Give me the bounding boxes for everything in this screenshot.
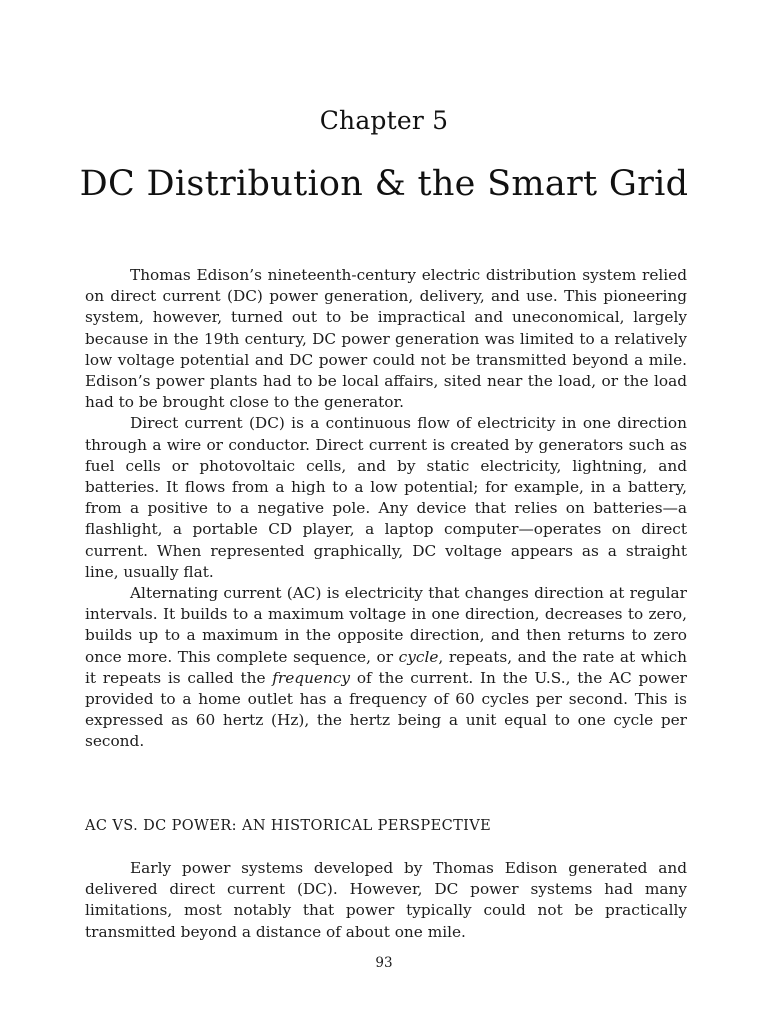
paragraph-alternating-current bbox=[85, 583, 687, 753]
paragraph-early-power-systems: Early power systems developed by Thomas Edison generated and delivered direct current (DC). However, DC power systems had many limitations, most notably that power typically could not be practically transmitted beyond a distance of about one mile. bbox=[85, 859, 687, 941]
ac-text-part-3: of the current. In the U.S., the AC power provided to a home outlet has a frequency of 60 cycles per second. This is expressed as 60 hertz (Hz), the hertz being a unit equal to one cycle per second. bbox=[85, 668, 687, 751]
page-number: 93 bbox=[375, 955, 393, 971]
section-text bbox=[85, 858, 687, 943]
chapter-title: DC Distribution & the Smart Grid bbox=[79, 164, 689, 204]
intro-text bbox=[85, 265, 687, 753]
term-frequency: frequency bbox=[272, 668, 351, 687]
paragraph-direct-current: Direct current (DC) is a continuous flow of electricity in one direction through a wire or conductor. Direct current is created by generators such as fuel cells or photovoltaic cells, and by static electricity, lightning, and batteries. It flows from a high to a low potential; for example, in a battery, from a positive to a negative pole. Any device that relies on batteries—a flashlight, a portable CD player, a laptop computer—operates on direct current. When represented graphically, DC voltage appears as a straight line, usually flat. bbox=[85, 414, 687, 581]
ac-text-part-1: Alternating current (AC) is electricity that changes direction at regular intervals. It builds to a maximum voltage in one direction, decreases to zero, builds up to a maximum in the opposite direction, and then returns to zero once more. This complete sequence, or bbox=[85, 584, 687, 666]
ac-text-part-2: , repeats, and the rate at which it repeats is called the bbox=[85, 647, 687, 687]
section-heading: AC VS. DC POWER: AN HISTORICAL PERSPECTIVE bbox=[85, 818, 492, 834]
chapter-label: Chapter 5 bbox=[319, 106, 449, 135]
term-cycle: cycle bbox=[398, 647, 439, 666]
paragraph-edison-system: Thomas Edison’s nineteenth-century electric distribution system relied on direct current (DC) power generation, delivery, and use. This pioneering system, however, turned out to be impractical and uneconomical, largely because in the 19th century, DC power generation was limited to a relatively low voltage potential and DC power could not be transmitted beyond a mile. Edison’s power plants had to be local affairs, sited near the load, or the load had to be brought close to the generator. bbox=[85, 266, 687, 412]
